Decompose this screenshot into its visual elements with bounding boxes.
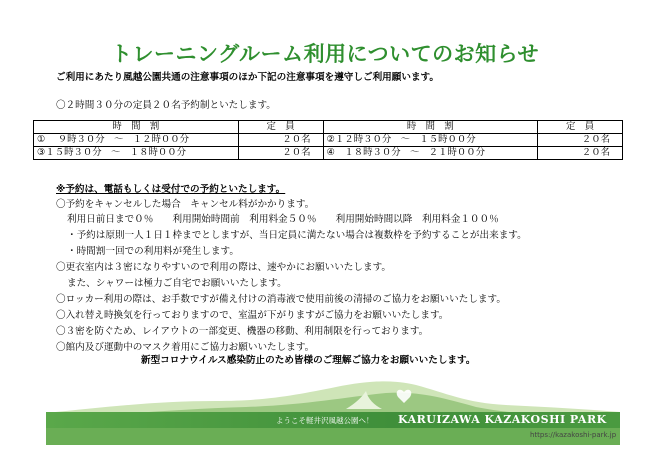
- brand-logo-text: KARUIZAWA KAZAKOSHI PARK: [398, 413, 607, 426]
- slot-2: ②１２時３０分 ～ １５時００分: [323, 134, 537, 147]
- shower-note: また、シャワーは極力ご自宅でお願いいたします。: [67, 278, 287, 289]
- cancel-fees: 利用日前日まで０％ 利用開始時間前 利用料金５０％ 利用開始時間以降 利用料金１００％: [67, 214, 499, 225]
- per-person-note: ・予約は原則一人１日１枠までとしますが、当日定員に満たない場合は複数枠を予約することが出来ます。: [67, 230, 527, 241]
- header-capacity-2: 定 員: [538, 121, 623, 134]
- closing-message: 新型コロナウイルス感染防止のため皆様のご理解ご協力をお願いいたします。: [141, 355, 476, 366]
- reservation-note: 〇２時間３０分の定員２０名予約制といたします。: [56, 100, 276, 111]
- schedule-table: [33, 120, 623, 160]
- cancel-note: 〇予約をキャンセルした場合 キャンセル料がかかります。: [56, 199, 315, 210]
- table-row: [34, 134, 623, 147]
- capacity-2: ２０名: [538, 134, 623, 147]
- slot-1: ① ９時３０分 ～ １２時００分: [34, 134, 239, 147]
- header-capacity-1: 定 員: [238, 121, 323, 134]
- website-url: https://kazakoshi-park.jp: [530, 431, 617, 439]
- changing-room-note: 〇更衣室内は３密になりやすいので利用の際は、速やかにお願いいたします。: [56, 262, 392, 273]
- page-title: トレーニングルーム利用についてのお知らせ: [111, 42, 539, 66]
- intro-text: ご利用にあたり風越公園共通の注意事項のほか下記の注意事項を遵守しご利用願います。: [56, 72, 439, 83]
- header-time-2: 時 間 割: [323, 121, 537, 134]
- slot-4: ④ １８時３０分 ～ ２１時００分: [323, 147, 537, 160]
- table-header-row: [34, 121, 623, 134]
- capacity-1: ２０名: [238, 134, 323, 147]
- slot-3: ③１５時３０分 ～ １８時００分: [34, 147, 239, 160]
- layout-change-note: 〇３密を防ぐため、レイアウトの一部変更、機器の移動、利用制限を行っております。: [56, 326, 429, 337]
- welcome-text: ようこそ軽井沢風越公園へ！: [276, 416, 374, 425]
- phone-reservation-note: ※予約は、電話もしくは受付での予約といたします。: [56, 184, 286, 195]
- ventilation-note: 〇入れ替え時換気を行っておりますので、室温が下がりますがご協力をお願いいたします。: [56, 310, 449, 321]
- slot-fee-note: ・時間割一回での利用料が発生します。: [67, 246, 239, 257]
- header-time-1: 時 間 割: [34, 121, 239, 134]
- locker-note: 〇ロッカー利用の際は、お手数ですが備え付けの消毒液で使用前後の清掃のご協力をお願いいたします。: [56, 294, 506, 305]
- capacity-4: ２０名: [538, 147, 623, 160]
- capacity-3: ２０名: [238, 147, 323, 160]
- mask-note: 〇館内及び運動中のマスク着用にご協力お願いいたします。: [56, 342, 315, 353]
- table-row: [34, 147, 623, 160]
